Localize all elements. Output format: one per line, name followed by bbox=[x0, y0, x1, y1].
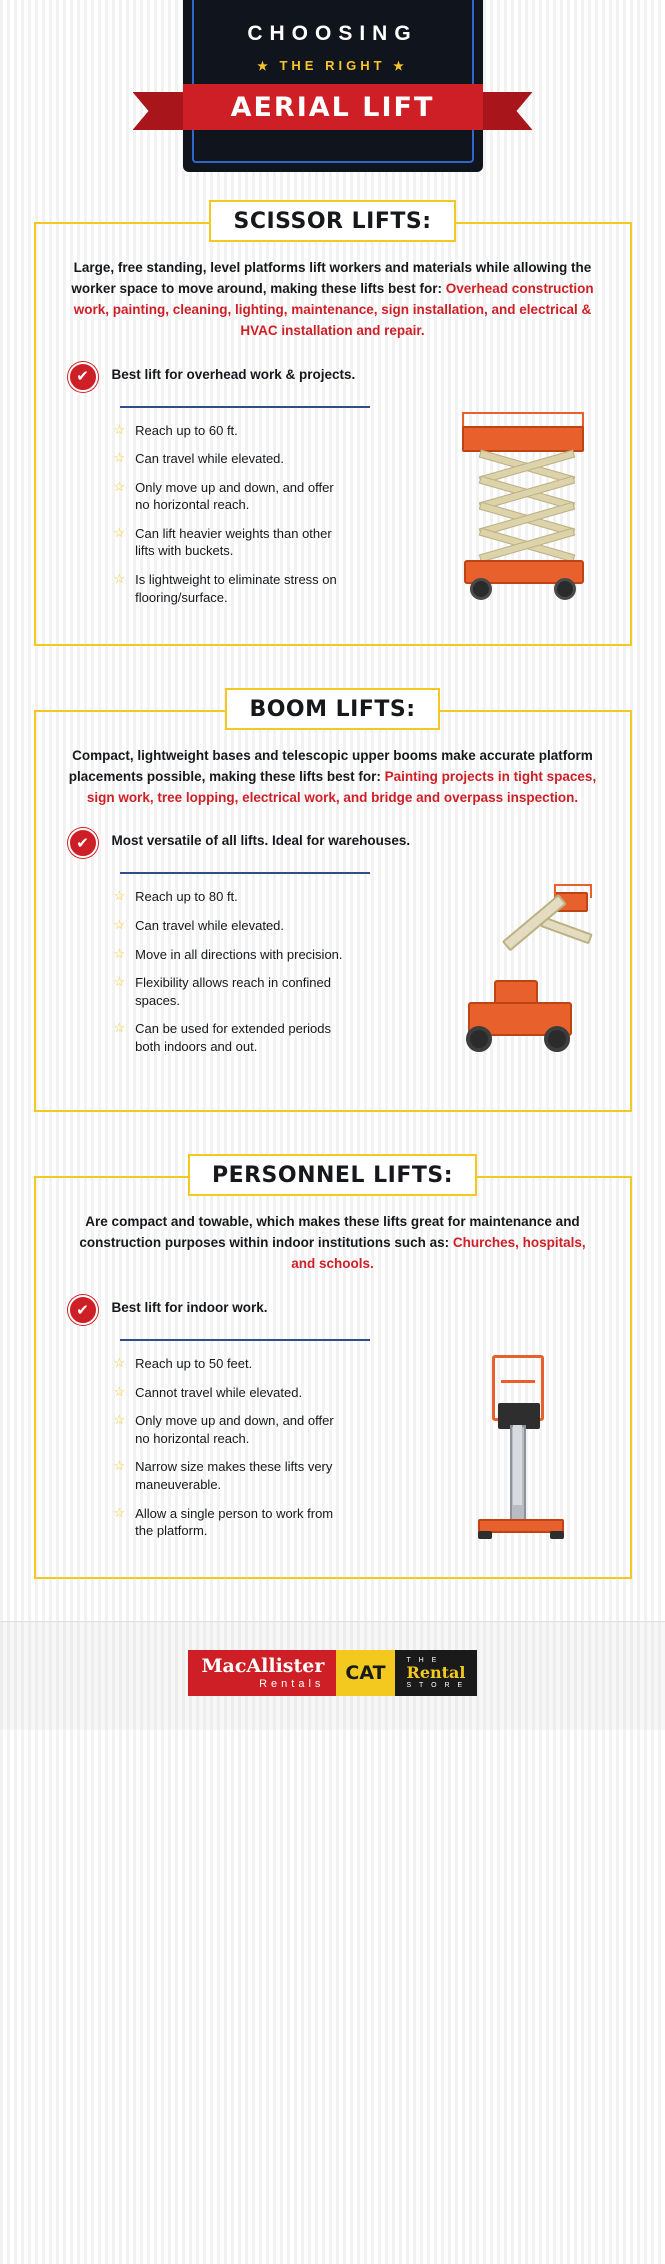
section-intro-plain: Are compact and towable, which makes these lifts great for maintenance and construction purposes within indoor institutions such as: bbox=[79, 1214, 580, 1251]
list-item bbox=[114, 571, 450, 606]
scissor-lift-arms bbox=[478, 452, 570, 562]
list-item-label: Only move up and down, and offer no horizontal reach. bbox=[135, 479, 334, 513]
section-title: BOOM LIFTS: bbox=[225, 688, 439, 730]
star-icon: ★ bbox=[393, 59, 408, 73]
section-title-wrap bbox=[34, 200, 632, 242]
star-bullet-icon: ☆ bbox=[113, 570, 126, 586]
section-body bbox=[34, 222, 632, 646]
star-bullet-icon: ☆ bbox=[113, 421, 126, 437]
section-boom-lifts bbox=[34, 688, 632, 1113]
star-bullet-icon: ☆ bbox=[113, 1020, 126, 1036]
list-item bbox=[114, 1384, 450, 1402]
list-item-label: Allow a single person to work from the platform. bbox=[135, 1505, 334, 1539]
section-intro-highlight: Overhead construction work, painting, cleaning, lighting, maintenance, sign installation, and electrical & HVAC installation and repair. bbox=[73, 280, 594, 338]
section-body bbox=[34, 710, 632, 1113]
divider bbox=[120, 1339, 370, 1341]
section-intro-highlight: Painting projects in tight spaces, sign work, tree lopping, electrical work, and bridge and overpass inspection. bbox=[86, 768, 597, 805]
star-bullet-icon: ☆ bbox=[113, 478, 126, 494]
star-icon: ★ bbox=[257, 59, 272, 73]
macallister-logo[interactable] bbox=[188, 1650, 337, 1696]
cat-logo[interactable]: CAT bbox=[336, 1650, 394, 1696]
wheel-icon bbox=[470, 578, 492, 600]
list-item bbox=[114, 917, 450, 935]
star-bullet-icon: ☆ bbox=[113, 1458, 126, 1474]
page-title: AERIAL LIFT bbox=[230, 91, 435, 123]
scissor-arm-segment bbox=[478, 504, 570, 530]
rental-store-line3: S T O R E bbox=[406, 1681, 466, 1689]
star-bullet-icon: ☆ bbox=[113, 945, 126, 961]
list-item bbox=[114, 1505, 450, 1540]
bullet-list bbox=[62, 418, 450, 617]
scissor-arm-segment bbox=[478, 530, 570, 556]
list-item bbox=[114, 479, 450, 514]
list-item-label: Can lift heavier weights than other lifts with buckets. bbox=[135, 525, 332, 559]
rental-store-line2: Rental bbox=[406, 1662, 466, 1682]
divider bbox=[120, 872, 370, 874]
section-keypoint bbox=[62, 828, 604, 858]
star-bullet-icon: ☆ bbox=[113, 974, 126, 990]
list-item-label: Cannot travel while elevated. bbox=[135, 1384, 303, 1400]
section-title-wrap bbox=[34, 1154, 632, 1196]
wheel-icon bbox=[544, 1026, 570, 1052]
section-title: SCISSOR LIFTS: bbox=[209, 200, 455, 242]
section-keypoint-text: Best lift for overhead work & projects. bbox=[111, 366, 356, 382]
section-intro-highlight: Churches, hospitals, and schools. bbox=[291, 1235, 586, 1272]
wheel-icon bbox=[466, 1026, 492, 1052]
star-bullet-icon: ☆ bbox=[113, 1504, 126, 1520]
section-keypoint-text: Best lift for indoor work. bbox=[111, 1300, 268, 1316]
list-item-label: Can be used for extended periods both indoors and out. bbox=[135, 1021, 332, 1054]
check-icon: ✔ bbox=[68, 1295, 98, 1325]
list-item-label: Narrow size makes these lifts very maneuverable. bbox=[135, 1459, 333, 1492]
list-item bbox=[114, 450, 450, 468]
the-rental-store-logo[interactable] bbox=[395, 1650, 478, 1696]
ribbon-body bbox=[183, 84, 483, 130]
section-content-row bbox=[62, 884, 604, 1084]
section-content-row bbox=[62, 1351, 604, 1551]
personnel-lift-inner-mast bbox=[513, 1425, 522, 1505]
bullet-list bbox=[62, 1351, 450, 1550]
macallister-logo-line2: Rentals bbox=[259, 1677, 325, 1690]
list-item-label: Flexibility allows reach in confined spaces. bbox=[135, 975, 331, 1008]
star-bullet-icon: ☆ bbox=[113, 1383, 126, 1399]
star-bullet-icon: ☆ bbox=[113, 450, 126, 466]
list-item bbox=[114, 1412, 450, 1447]
infographic-footer bbox=[0, 1621, 665, 1730]
check-icon: ✔ bbox=[68, 828, 98, 858]
divider bbox=[120, 406, 370, 408]
list-item-label: Only move up and down, and offer no horizontal reach. bbox=[135, 1413, 334, 1446]
list-item-label: Reach up to 50 feet. bbox=[135, 1356, 253, 1372]
header-subtitle-text: THE RIGHT bbox=[279, 58, 386, 73]
check-icon: ✔ bbox=[68, 362, 98, 392]
section-keypoint-text: Most versatile of all lifts. Ideal for warehouses. bbox=[111, 833, 411, 849]
section-intro bbox=[62, 746, 604, 809]
section-intro bbox=[62, 258, 604, 342]
list-item bbox=[114, 946, 450, 964]
header-ribbon bbox=[133, 84, 533, 132]
section-content-row bbox=[62, 418, 604, 618]
boom-lift-icon bbox=[450, 884, 600, 1084]
scissor-lift-icon bbox=[450, 418, 600, 618]
header-subtitle-the-right bbox=[0, 58, 665, 73]
section-personnel-lifts bbox=[34, 1154, 632, 1579]
outrigger-foot-icon bbox=[550, 1531, 564, 1539]
list-item bbox=[114, 1458, 450, 1493]
list-item-label: Can travel while elevated. bbox=[135, 451, 285, 467]
section-title-wrap bbox=[34, 688, 632, 730]
section-body bbox=[34, 1176, 632, 1579]
list-item-label: Is lightweight to eliminate stress on flooring/surface. bbox=[135, 571, 337, 605]
wheel-icon bbox=[554, 578, 576, 600]
list-item bbox=[114, 525, 450, 560]
section-title: PERSONNEL LIFTS: bbox=[188, 1154, 477, 1196]
list-item bbox=[114, 1020, 450, 1055]
list-item bbox=[114, 1355, 450, 1373]
boom-lift-upper-arm bbox=[540, 917, 593, 945]
scissor-arm-segment bbox=[478, 478, 570, 504]
scissor-lift-platform bbox=[462, 426, 584, 452]
section-intro-plain: Compact, lightweight bases and telescopic upper booms make accurate platform placements possible, making these lifts best for: bbox=[68, 747, 593, 784]
list-item bbox=[114, 974, 450, 1009]
section-scissor-lifts bbox=[34, 200, 632, 646]
list-item-label: Reach up to 80 ft. bbox=[135, 889, 238, 905]
bullet-list bbox=[62, 884, 450, 1066]
header-eyebrow-choosing: CHOOSING bbox=[247, 22, 418, 45]
list-item-label: Reach up to 60 ft. bbox=[135, 422, 238, 438]
star-bullet-icon: ☆ bbox=[113, 1355, 126, 1371]
list-item-label: Move in all directions with precision. bbox=[135, 946, 343, 962]
star-bullet-icon: ☆ bbox=[113, 1412, 126, 1428]
star-bullet-icon: ☆ bbox=[113, 888, 126, 904]
macallister-logo-line1: MacAllister bbox=[201, 1654, 325, 1677]
personnel-lift-icon bbox=[450, 1351, 600, 1551]
rental-store-line1: T H E bbox=[406, 1657, 440, 1665]
section-keypoint bbox=[62, 1295, 604, 1325]
section-intro-plain: Large, free standing, level platforms lift workers and materials while allowing the worker space to move around, making these lifts best for: bbox=[71, 260, 592, 296]
ribbon-tail-right bbox=[475, 92, 533, 130]
scissor-arm-segment bbox=[478, 452, 570, 478]
star-bullet-icon: ☆ bbox=[113, 917, 126, 932]
section-intro bbox=[62, 1212, 604, 1275]
infographic-header bbox=[0, 0, 665, 200]
list-item bbox=[114, 422, 450, 440]
section-keypoint bbox=[62, 362, 604, 392]
star-bullet-icon: ☆ bbox=[113, 524, 126, 540]
list-item bbox=[114, 888, 450, 906]
logo[interactable] bbox=[188, 1650, 478, 1696]
outrigger-foot-icon bbox=[478, 1531, 492, 1539]
list-item-label: Can travel while elevated. bbox=[135, 918, 285, 933]
